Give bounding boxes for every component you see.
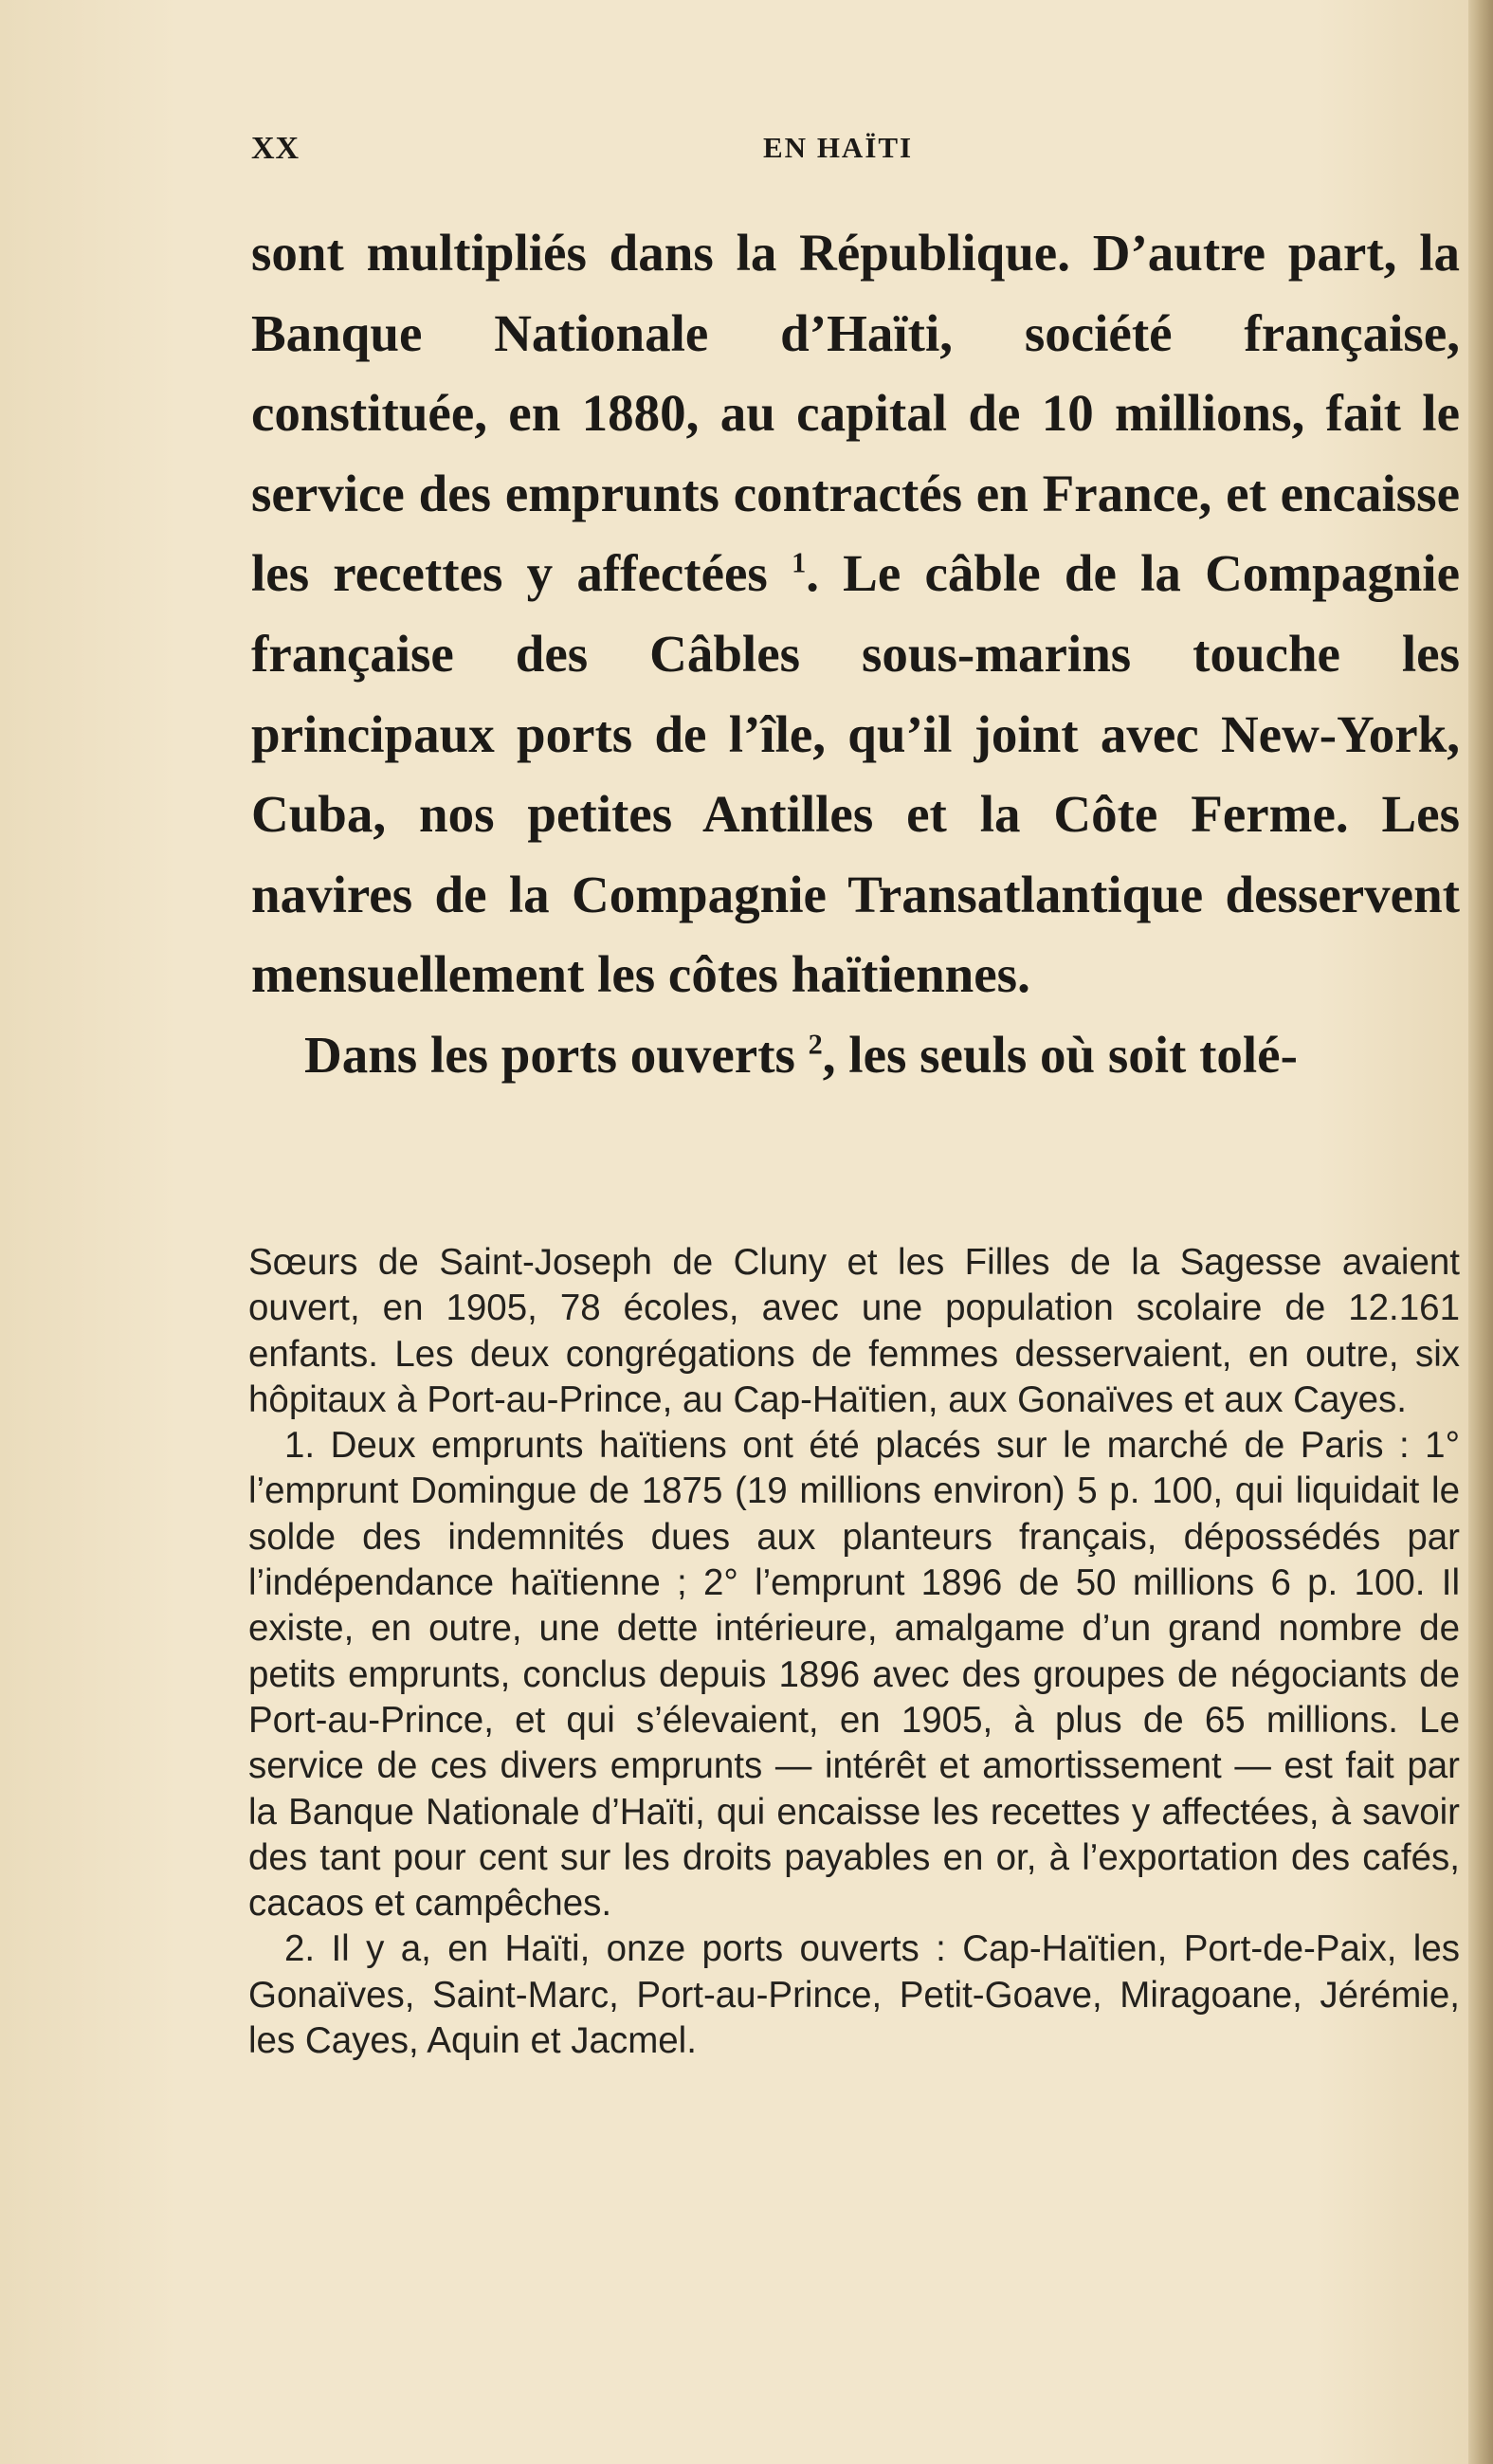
running-title: EN HAÏTI bbox=[763, 131, 914, 164]
body-paragraph: Dans les ports ouverts $^2$, les seuls où soit tolé- bbox=[304, 1025, 1298, 1084]
footnote-ref: 1 bbox=[792, 547, 807, 580]
footnote-continued: Sœurs de Saint-Joseph de Cluny et les Filles de la Sagesse avaient ouvert, en 1905, 78 écoles, avec une population scolaire de 12.161 enfants. Les deux congrégations de femmes desservaient, en outre, six hôpitaux à Port-au-Prince, au Cap-Haïtien, aux Gonaïves et aux Cayes. bbox=[248, 1242, 1460, 1420]
running-header bbox=[251, 131, 1460, 178]
footnote-2: 2. Il y a, en Haïti, onze ports ouverts : Cap-Haïtien, Port-de-Paix, les Gonaïves, Saint-Marc, Port-au-Prince, Petit-Goave, Miragoane, Jérémie, les Cayes, Aquin et Jacmel. bbox=[248, 1928, 1460, 2062]
footnote-ref: 2 bbox=[808, 1028, 823, 1061]
footnotes bbox=[248, 1240, 1460, 2064]
main-text bbox=[251, 213, 1460, 1096]
body-paragraph: sont multipliés dans la République. D’autre part, la Banque Nationale d’Haïti, société française, constituée, en 1880, au capital de 10 millions, fait le service des emprunts contractés en France, et encaisse les recettes y affectées $^1$. Le câble de la Compagnie française des Câbles sous-marins touche les principaux ports de l’île, qu’il joint avec New-York, Cuba, nos petites Antilles et la Côte Ferme. Les navires de la Compagnie Transatlantique desservent mensuellement les côtes haïtiennes. bbox=[251, 224, 1460, 1004]
footnote-1: 1. Deux emprunts haïtiens ont été placés sur le marché de Paris : 1° l’emprunt Domingue de 1875 (19 millions environ) 5 p. 100, qui liquidait le solde des indemnités dues aux planteurs français, dépossédés par l’indépendance haïtienne ; 2° l’emprunt 1896 de 50 millions 6 p. 100. Il existe, en outre, une dette intérieure, amalgame d’un grand nombre de petits emprunts, conclus depuis 1896 avec des groupes de négociants de Port-au-Prince, et qui s’élevaient, en 1905, à plus de 65 millions. Le service de ces divers emprunts — intérêt et amortissement — est fait par la Banque Nationale d’Haïti, qui encaisse les recettes y affectées, à savoir des tant pour cent sur les droits payables en or, à l’exportation des cafés, cacaos et campêches. bbox=[248, 1425, 1460, 1925]
page-edge bbox=[1468, 0, 1493, 2464]
page-number: XX bbox=[251, 131, 300, 166]
